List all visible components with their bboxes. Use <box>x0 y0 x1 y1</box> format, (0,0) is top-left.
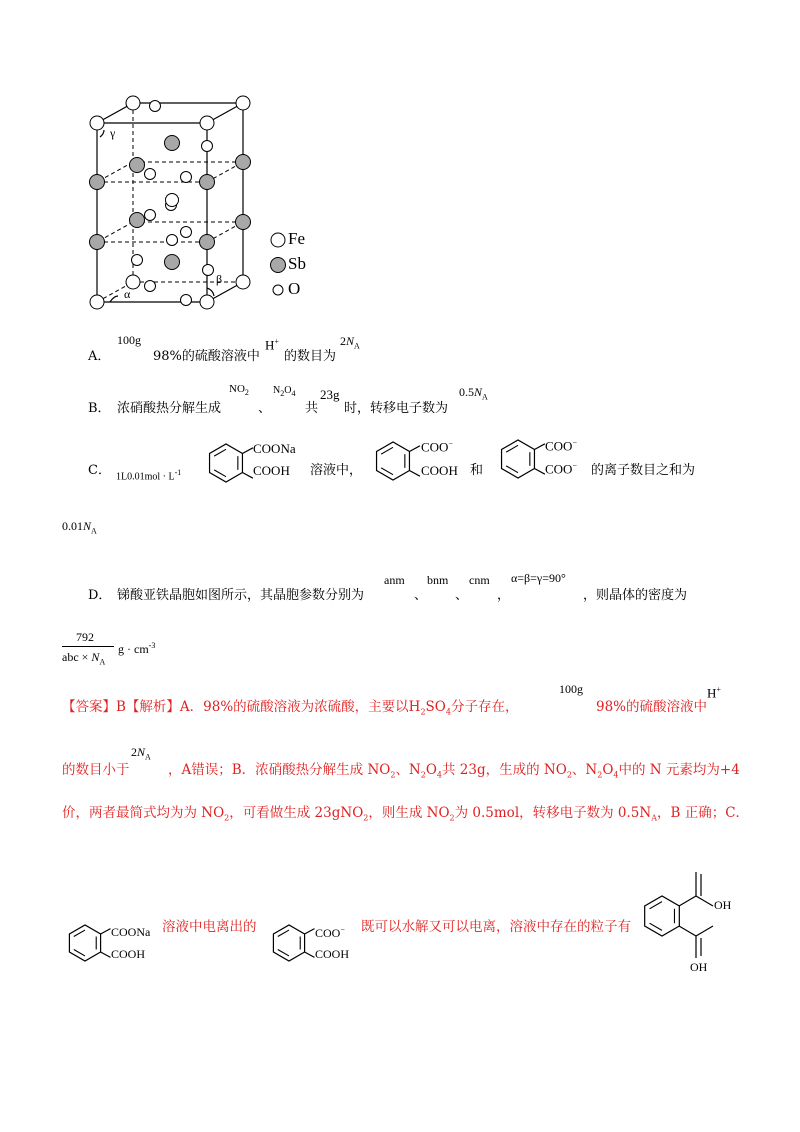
option-c-continuation: $0.01N_A$ <box>62 519 97 536</box>
option-b-value: $0.5N_A$ <box>459 385 488 402</box>
option-d-text2: ，则晶体的密度为 <box>583 588 688 603</box>
option-a-mass: 100g <box>117 333 141 347</box>
option-b-mass: 23g <box>320 387 340 402</box>
option-c-concentration: $1L0.01mol \cdot L^{-1}$ <box>116 468 182 483</box>
option-d-text1: 锑酸亚铁晶胞如图所示，其晶胞参数分别为 <box>117 588 365 603</box>
substituent-coo-minus-top: COO− <box>545 438 577 454</box>
param-angles: α=β=γ=90° <box>511 571 566 585</box>
param-c: cnm <box>469 573 490 587</box>
answer-cooh: COOH <box>111 947 146 961</box>
param-b: bnm <box>427 573 449 587</box>
answer-coona: COONa <box>111 925 151 939</box>
legend-sb-label: Sb <box>288 254 306 273</box>
density-unit: $g \cdot cm^{-3}$ <box>118 641 156 656</box>
answer-2na: $2N_A$ <box>131 745 151 762</box>
param-a: anm <box>384 573 405 587</box>
legend-fe-label: Fe <box>288 229 305 248</box>
density-numerator: 792 <box>76 630 94 644</box>
option-b-sep: 、 <box>258 401 272 416</box>
answer-oh-top: OH <box>714 898 732 912</box>
option-c-letter: C． <box>88 463 111 478</box>
answer-mass: 100g <box>559 682 583 696</box>
answer-oh-bottom: OH <box>690 960 708 974</box>
answer-line2: ，A错误；B．浓硝酸热分解生成 $NO_2$、$N_2O_4$共 23g，生成的 $NO_2$、$N_2O_4$中的 N 元素均为+4 <box>168 762 740 780</box>
param-sep2: 、 <box>455 588 469 603</box>
option-a-text: 98%的硫酸溶液中 <box>153 349 260 364</box>
option-a-ion: H+ <box>265 337 279 353</box>
substituent-coona: COONa <box>253 441 296 456</box>
answer-line2-start: 的数目小于 <box>62 762 130 778</box>
answer-ion: H+ <box>707 685 721 701</box>
option-c-and: 和 <box>470 463 484 478</box>
legend-o-label: O <box>288 279 301 298</box>
answer-line1-tail: 98%的硫酸溶液中 <box>596 699 708 715</box>
option-b-text2: 共 <box>305 401 319 416</box>
substituent-cooh-2: COOH <box>421 463 458 478</box>
substituent-coo-minus-bottom: COO− <box>545 461 577 477</box>
option-b-text1: 浓硝酸热分解生成 <box>117 401 222 416</box>
param-sep1: 、 <box>414 588 428 603</box>
option-c-text2: 的离子数目之和为 <box>591 463 696 478</box>
density-denominator: abc × $N_A$ <box>62 650 106 667</box>
option-a-value: $2N_A$ <box>340 334 360 351</box>
param-sep3: ， <box>497 588 511 603</box>
gamma-label: γ <box>110 126 116 140</box>
option-b-text3: 时，转移电子数为 <box>344 401 449 416</box>
answer-line4-b: 既可以水解又可以电离，溶液中存在的粒子有 <box>361 919 631 935</box>
answer-line3: 价，两者最简式均为为 $NO_2$，可看做生成 23gNO$_2$，则生成 $NO_2$为 0.5mol，转移电子数为 $0.5N_A$，B 正确；C． <box>62 805 750 823</box>
beta-label: β <box>216 272 223 286</box>
substituent-cooh: COOH <box>253 463 290 478</box>
option-a-tail: 的数目为 <box>284 349 337 364</box>
option-b-n2o4: $N_2O_4$ <box>273 385 296 398</box>
substituent-coo-minus: COO− <box>421 439 453 455</box>
option-d-letter: D． <box>88 588 112 603</box>
answer-line1: 【答案】B【解析】A．98%的硫酸溶液为浓硫酸，主要以$H_2SO_4$分子存在， <box>62 699 519 717</box>
answer-cooh-2: COOH <box>315 947 350 961</box>
option-a-letter: A． <box>88 349 111 364</box>
option-b-no2: $NO_2$ <box>229 383 249 398</box>
answer-coo-minus: COO− <box>315 925 345 940</box>
option-b-letter: B． <box>88 401 111 416</box>
option-c-text1: 溶液中， <box>310 463 363 478</box>
answer-line4-a: 溶液中电离出的 <box>162 919 257 935</box>
alpha-label: α <box>124 287 131 301</box>
